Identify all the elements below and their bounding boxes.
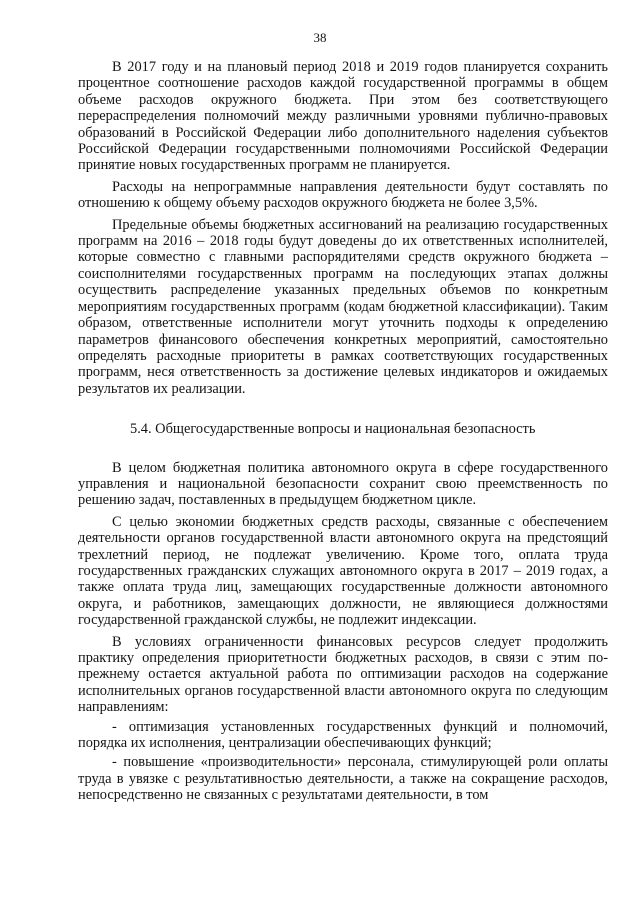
paragraph-cost-savings: С целью экономии бюджетных средств расходы, связанные с обеспечением деятельности органов государственной власти автономного округа на предстоящий трехлетний период, не подлежат увеличению. Кроме того, оплата труда государственных гражданских служащих автономного округа в 2017 – 2019 годах, а также оплата труда лиц, замещающих государственные должности автономного округа, и работников, замещающих должности, не являющиеся должностями государственной гражданской службы, не подлежит индексации. xyxy=(78,513,608,629)
page-number: 38 xyxy=(313,30,327,45)
paragraph-non-program-expenses: Расходы на непрограммные направления деятельности будут составлять по отношению к общему объему расходов окружного бюджета не более 3,5%. xyxy=(78,178,608,212)
paragraph-state-programs-share: В 2017 году и на плановый период 2018 и 2019 годов планируется сохранить процентное соотношение расходов каждой государственной программы в общем объеме расходов окружного бюджета. При этом без соответствующего перераспределения полномочий между различными уровнями публично-правовых образований в Российской Федерации либо дополнительного наделения субъектов Российской Федерации государственными полномочиями Российской Федерации принятие новых государственных программ не планируется. xyxy=(78,59,608,174)
paragraph-budget-policy: В целом бюджетная политика автономного округа в сфере государственного управления и национальной безопасности сохранит свою преемственность по решению задач, поставленных в предыдущем бюджетном цикле. xyxy=(78,459,608,509)
list-item-optimization: - оптимизация установленных государственных функций и полномочий, порядка их исполнения, централизации обеспечивающих функций; xyxy=(78,718,608,752)
list-item-productivity: - повышение «производительности» персонала, стимулирующей роли оплаты труда в увязке с результативностью деятельности, а также на сокращение расходов, непосредственно не связанных с результатами деятельности, в том xyxy=(78,754,608,804)
page-content xyxy=(78,59,608,804)
paragraph-budget-allocation-limits: Предельные объемы бюджетных ассигнований на реализацию государственных программ на 2016 – 2018 годы будут доведены до их ответственных исполнителей, которые совместно с главными распорядителями средств окружного бюджета – соисполнителями государственных программ на последующих этапах должны осуществить распределение указанных предельных объемов по конкретным мероприятиям государственных программ (кодам бюджетной классификации). Таким образом, ответственные исполнители могут уточнить подходы к определению параметров финансового обеспечения конкретных мероприятий, самостоятельно определять расходные приоритеты в рамках соответствующих государственных программ, неся ответственность за достижение целевых индикаторов и ожидаемых результатов их реализации. xyxy=(78,216,608,397)
section-heading: 5.4. Общегосударственные вопросы и национальная безопасность xyxy=(130,421,536,438)
paragraph-limited-resources: В условиях ограниченности финансовых ресурсов следует продолжить практику определения приоритетности бюджетных расходов, в связи с этим по-прежнему остается актуальной работа по оптимизации расходов на содержание исполнительных органов государственной власти автономного округа по следующим направлениям: xyxy=(78,633,608,716)
